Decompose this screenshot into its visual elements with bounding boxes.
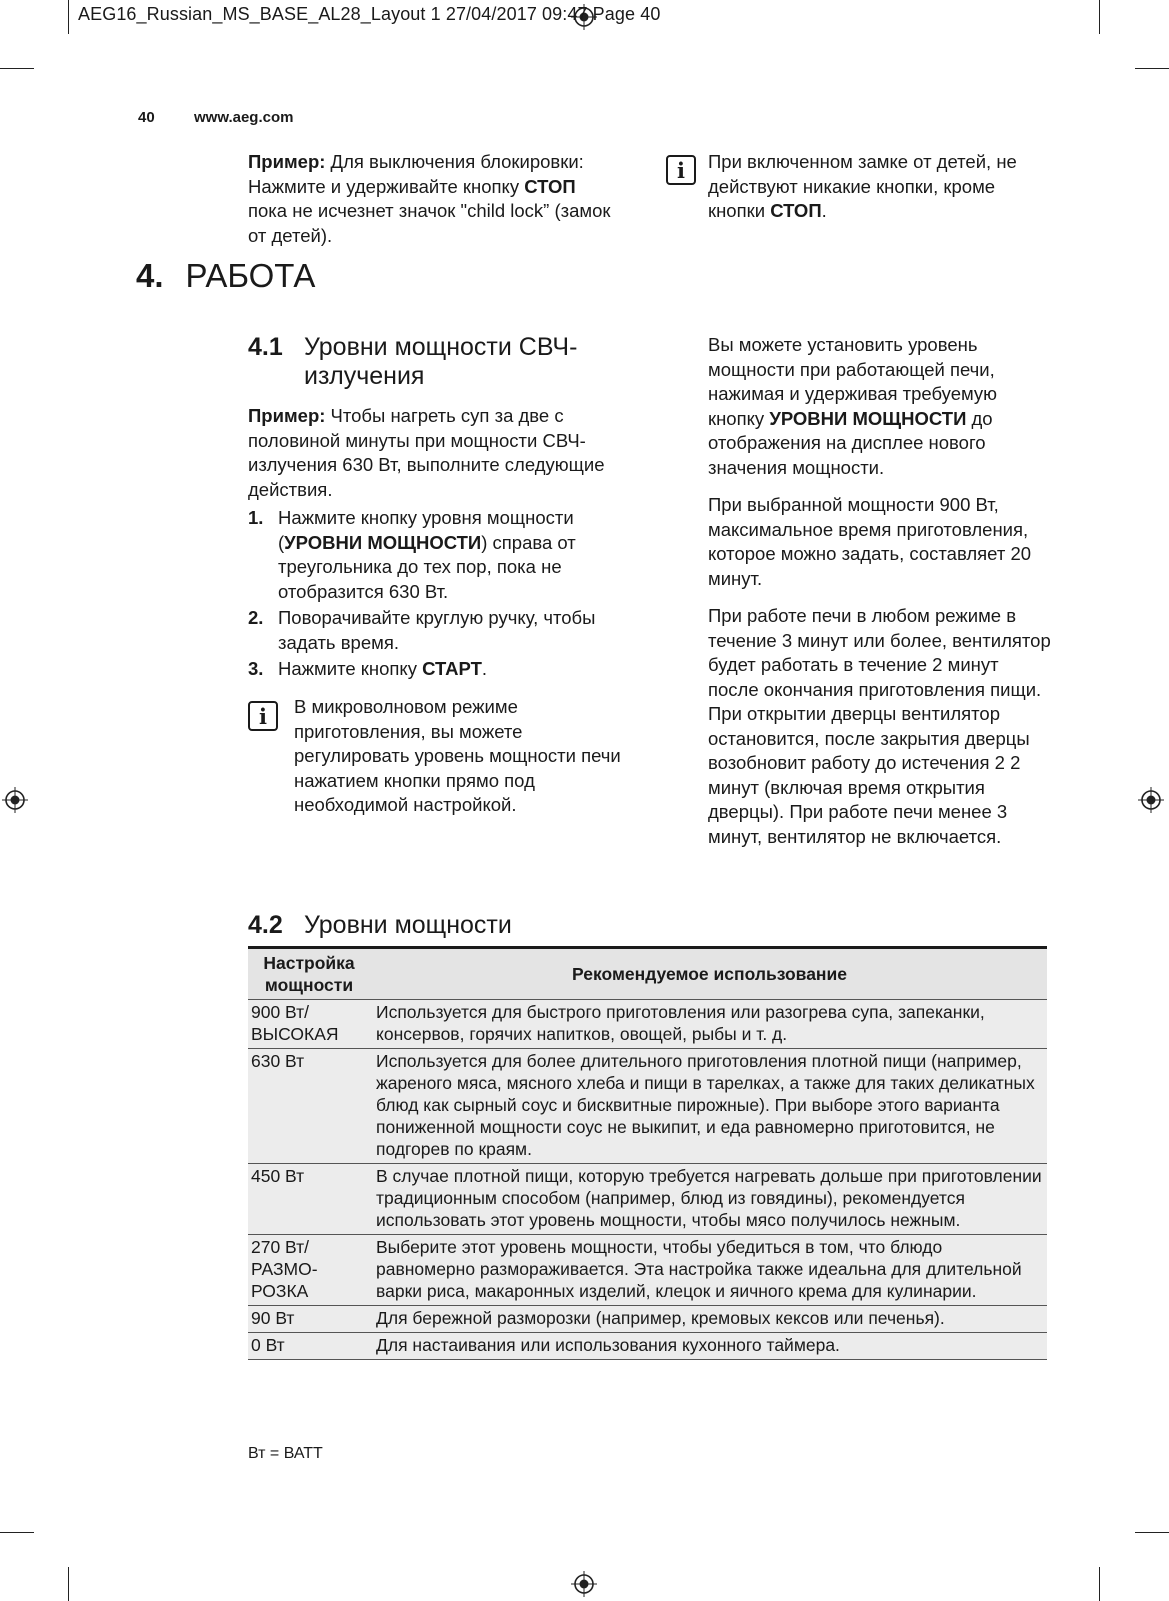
power-setting-cell: 630 Вт xyxy=(248,1049,370,1164)
power-levels-table xyxy=(248,946,1047,1360)
column-header-setting: Настройка мощности xyxy=(248,948,370,1000)
child-lock-note xyxy=(708,150,1053,224)
usage-cell: Для настаивания или использования кухонного таймера. xyxy=(370,1333,1047,1360)
microwave-power-note xyxy=(294,695,624,818)
registration-mark-icon xyxy=(2,787,28,813)
power-setting-cell: 0 Вт xyxy=(248,1333,370,1360)
crop-mark xyxy=(1099,0,1100,34)
subsection-number: 4.2 xyxy=(248,911,283,939)
child-lock-text-after: . xyxy=(821,200,827,221)
registration-mark-icon xyxy=(571,1571,597,1597)
usage-cell: Используется для более длительного приготовления плотной пищи (например, жареного мяса, мясного хлеба и пищи в тарелках, а также для таких деликатных блюд как сырный соус и бисквитные пирожные). При выборе этого варианта пониженной мощности соус не выкипит, и еда равномерно приготовится, не подгорев по краям. xyxy=(370,1049,1047,1164)
power-level-button-ref: УРОВНИ МОЩНОСТИ xyxy=(284,531,482,553)
right-column xyxy=(708,333,1053,849)
step-number: 3. xyxy=(248,658,264,679)
subsection-title xyxy=(304,333,577,391)
info-icon: i xyxy=(248,701,278,731)
power-setting-cell: 450 Вт xyxy=(248,1164,370,1235)
list-item xyxy=(248,657,628,682)
step-number: 1. xyxy=(248,507,264,528)
table-row xyxy=(248,1306,1047,1333)
power-setting-cell: 90 Вт xyxy=(248,1306,370,1333)
child-lock-text: При включенном замке от детей, не действуют никакие кнопки, кроме кнопки xyxy=(708,151,1017,221)
power-setting-cell: 900 Вт/ ВЫСОКАЯ xyxy=(248,1000,370,1049)
crop-mark xyxy=(68,1567,69,1601)
list-item xyxy=(248,606,628,655)
step-text-after: . xyxy=(481,658,488,679)
steps-list xyxy=(248,506,628,682)
stop-button-ref: СТОП xyxy=(524,175,576,197)
crop-mark xyxy=(68,0,69,34)
example-label: Пример: xyxy=(248,151,326,172)
section-number: 4. xyxy=(136,257,164,294)
column-header-use: Рекомендуемое использование xyxy=(370,948,1047,1000)
registration-mark-icon xyxy=(1138,787,1164,813)
example-block xyxy=(248,404,628,684)
crop-mark xyxy=(1135,1532,1169,1533)
print-slug: AEG16_Russian_MS_BASE_AL28_Layout 1 27/04/2017 09:47 Page 40 xyxy=(78,4,661,24)
list-item xyxy=(248,506,628,604)
step-text: Нажмите кнопку xyxy=(278,658,423,679)
table-row xyxy=(248,1333,1047,1360)
table-row xyxy=(248,1164,1047,1235)
power-level-button-ref: УРОВНИ МОЩНОСТИ xyxy=(769,407,967,429)
crop-mark xyxy=(1099,1567,1100,1601)
step-text: Поворачивайте круглую ручку, чтобы задать время. xyxy=(278,607,596,653)
website-url: www.aeg.com xyxy=(194,109,294,126)
subsection-heading-4-1 xyxy=(248,333,628,393)
table-header-row xyxy=(248,948,1047,1000)
subsection-title-line2: излучения xyxy=(304,362,425,390)
subsection-title-line1: Уровни мощности СВЧ- xyxy=(304,333,578,361)
paragraph-text: Вы можете установить уровень мощности при работающей печи, нажимая и удерживая требуемую кнопку xyxy=(708,334,998,429)
power-setting-cell: 270 Вт/ РАЗМО- РОЗКА xyxy=(248,1235,370,1306)
table-row xyxy=(248,1235,1047,1306)
stop-button-ref: СТОП xyxy=(770,200,822,221)
example-label: Пример: xyxy=(248,405,326,426)
usage-cell: Для бережной разморозки (например, кремовых кексов или печенья). xyxy=(370,1306,1047,1333)
crop-mark xyxy=(0,1532,34,1533)
info-icon: i xyxy=(666,155,696,185)
crop-mark xyxy=(1135,68,1169,69)
paragraph-text-after: до отображения на дисплее нового значения мощности. xyxy=(708,407,993,478)
step-text-after: ) справа от треугольника до тех пор, пока не отобразится 630 Вт. xyxy=(278,531,576,602)
step-number: 2. xyxy=(248,607,264,628)
subsection-heading-4-2 xyxy=(248,911,648,941)
step-text: Нажмите кнопку уровня мощности ( xyxy=(278,507,574,553)
example-text: Чтобы нагреть суп за две с половиной минуты при мощности СВЧ-излучения 630 Вт, выполните следующие действия. xyxy=(248,405,605,500)
note-text: В микроволновом режиме приготовления, вы можете регулировать уровень мощности печи нажатием кнопки прямо под необходимой настройкой. xyxy=(294,696,621,815)
subsection-number: 4.1 xyxy=(248,333,283,361)
start-button-ref: СТАРТ xyxy=(422,658,482,679)
section-title: РАБОТА xyxy=(185,257,316,294)
intro-example xyxy=(248,150,618,248)
usage-cell: В случае плотной пищи, которую требуется нагревать дольше при приготовлении традиционным способом (например, блюд из говядины), рекомендуется использовать этот уровень мощности, чтобы мясо получилось нежным. xyxy=(370,1164,1047,1235)
usage-cell: Используется для быстрого приготовления или разогрева супа, запеканки, консервов, горячих напитков, овощей, рыбы и т. д. xyxy=(370,1000,1047,1049)
fan-paragraph: При работе печи в любом режиме в течение 3 минут или более, вентилятор будет работать в течение 2 минут после окончания приготовления пищи. При открытии дверцы вентилятор остановится, после закрытия дверцы возобновит работу до истечения 2 2 минут (включая время открытия дверцы). При работе печи менее 3 минут, вентилятор не включается. xyxy=(708,605,1051,847)
max-time-paragraph: При выбранной мощности 900 Вт, максимальное время приготовления, которое можно задать, составляет 20 минут. xyxy=(708,494,1032,589)
section-heading xyxy=(136,256,315,296)
table-row xyxy=(248,1000,1047,1049)
intro-text-after: пока не исчезнет значок "child lock” (замок от детей). xyxy=(248,200,611,246)
intro-text: Для выключения блокировки: Нажмите и удерживайте кнопку xyxy=(248,151,584,197)
footnote: Вт = ВАТТ xyxy=(248,1445,323,1462)
usage-cell: Выберите этот уровень мощности, чтобы убедиться в том, что блюдо равномерно размораживается. Эта настройка также идеальна для длительной варки риса, макаронных изделий, клецок и яичного крема для кулинарии. xyxy=(370,1235,1047,1306)
page-number: 40 xyxy=(138,109,155,126)
subsection-title: Уровни мощности xyxy=(304,911,512,939)
table-row xyxy=(248,1049,1047,1164)
crop-mark xyxy=(0,68,34,69)
